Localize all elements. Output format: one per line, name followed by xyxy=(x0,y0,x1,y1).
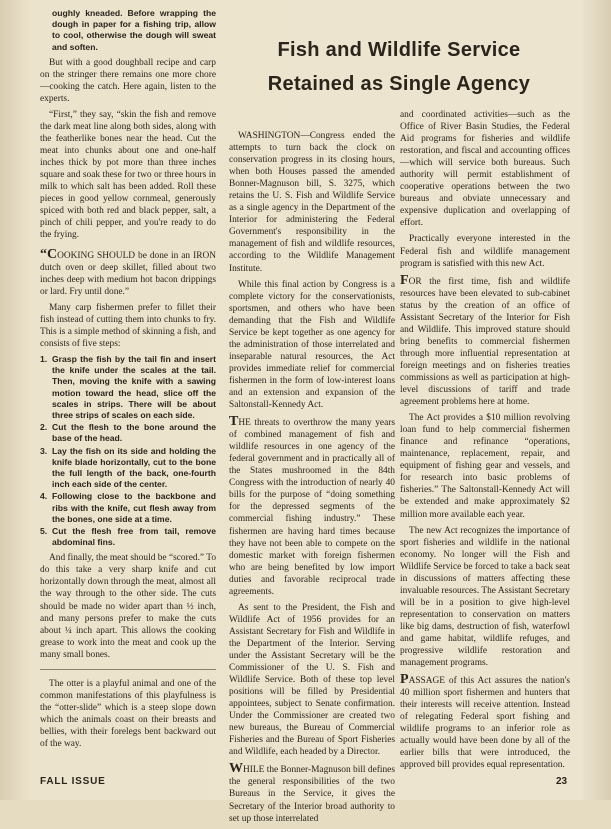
list-item xyxy=(40,354,216,421)
paragraph-dropcap xyxy=(400,672,570,771)
paragraph-text: OR the first time, fish and wildlife resources have been elevated to sub-cabinet status by the creation of an office of Assistant Secretary of the Interior for Fish and Wildlife. This improved stature should bring benefits to commercial fishermen through more influential representation at foreign meetings and on fisheries treaties commissions as well as participation at high-level discussions of tariff and trade agreement problems here at home. xyxy=(400,276,570,408)
paragraph: Many carp fishermen prefer to fillet their fish instead of cutting them into chunks to fry. This is a simple method of skinning a fish, and consists of five steps: xyxy=(40,302,216,349)
paragraph-text: HILE the Bonner-Magnuson bill defines the general responsibilities of the two Bureaus in the Service, it gives the Secretary of the Interior broad authority to set up those interrelated xyxy=(229,765,395,824)
paragraph: WASHINGTON—Congress ended the attempts to turn back the clock on conservation progress in its closing hours, when both Houses passed the amended Bonner-Magnuson bill, S. 3275, which retains the U. S. Fish and Wildlife Service as a single agency in the Department of the Interior for administering the Federal Government's responsibility in the management of fish and wildlife resources, according to the Wildlife Management Institute. xyxy=(229,131,395,274)
drop-cap: F xyxy=(400,272,409,288)
page-number: 23 xyxy=(556,776,568,787)
list-item xyxy=(40,526,216,548)
list-item xyxy=(40,446,216,491)
step-text: Lay the fish on its side and holding the knife blade horizontally, cut to the bone the full length of the back, one-fourth inch each side of the center. xyxy=(52,445,216,490)
list-item xyxy=(40,422,216,444)
left-column xyxy=(40,8,216,754)
paragraph: The new Act recognizes the importance of sport fisheries and wildlife in the national economy. No longer will the Fish and Wildlife Service be forced to take a back seat in discussions of matters affecting these invaluable resources. The Assistant Secretary will be in a position to give high-level representation to conservation on matters like big dams, destruction of fish, waterfowl and game habitat, wildlife refuges, and progressive wildlife restoration and management programs. xyxy=(400,525,570,669)
step-number: 5. xyxy=(40,525,48,536)
list-item xyxy=(40,491,216,525)
paragraph: and coordinated activities—such as the Office of River Basin Studies, the Federal Aid programs for fisheries and wildlife restoration, and fiscal and accounting offices—which will service both bureaus. Such authority will permit establishment of cooperative operations between the two bureaus and obviate unnecessary and expensive duplication and overlapping of effort. xyxy=(400,110,570,229)
paragraph: “First,” they say, “skin the fish and remove the dark meat line along both sides, along with the featherlike bones near the head. Cut the meat into chunks about one and one-half inches thick by pot more than three inches square and soak these for two or three hours in milk to which salt has been added. Roll these pieces in good yellow cornmeal, generously spiced with both red and black pepper, salt, a pinch of chili pepper, and you're ready to do the frying. xyxy=(40,110,216,241)
step-text: Cut the flesh to the bone around the base of the head. xyxy=(52,422,216,444)
headline-line-2: Retained as Single Agency xyxy=(267,73,531,95)
step-text: Following close to the backbone and ribs with the knife, cut flesh away from the bones, one side at a time. xyxy=(52,491,216,524)
paragraph: As sent to the President, the Fish and Wildlife Act of 1956 provides for an Assistant Secretary for Fish and Wildlife in the Department of the Interior. Serving under the Assistant Secretary will be the Commissioner of the U. S. Fish and Wildlife Service. Both of these top level positions will be filled by Presidential appointees, subject to Senate confirmation. Under the Commissioner are created two new bureaus, the Bureau of Commercial Fisheries and the Bureau of Sport Fisheries and Wildlife, each headed by a Director. xyxy=(229,602,395,758)
step-text: Grasp the fish by the tail fin and insert the knife under the scales at the tail. Then, moving the knife with a sawing motion toward the head, slice off the scales in strips. There will be about three strips of scales on each side. xyxy=(52,353,216,420)
doughball-recipe-continuation: oughly kneaded. Before wrapping the dough in paper for a fishing trip, allow to cool, otherwise the dough will sweat and soften. xyxy=(52,8,216,52)
paragraph-dropcap xyxy=(229,414,395,598)
right-column xyxy=(400,109,570,775)
paragraph-text: OOKING SHOULD be done in an IRON dutch oven or deep skillet, filled about two inches deep with medium hot bacon drippings or lard. Fry until done.” xyxy=(40,250,216,297)
drop-cap: P xyxy=(400,672,409,688)
paragraph: But with a good doughball recipe and carp on the stringer there remains one more chore—cooking the catch. Here again, listen to the experts. xyxy=(40,57,216,104)
drop-cap: W xyxy=(229,761,243,777)
paragraph: Practically everyone interested in the Federal fish and wildlife management program is satisfied with this new Act. xyxy=(400,234,570,269)
paragraph-dropcap xyxy=(229,761,395,824)
drop-cap: T xyxy=(229,414,239,430)
step-number: 2. xyxy=(40,422,48,433)
step-number: 1. xyxy=(40,353,48,364)
paragraph-dropcap xyxy=(400,272,570,409)
divider xyxy=(40,669,216,670)
paragraph: While this final action by Congress is a complete victory for the conservationists, sportsmen, and others who have been demanding that the Fish and Wildlife Service be kept together as one agency for the administration of those interrelated and inseparable natural resources, the Act provides immediate relief for commercial fishermen in the form of low-interest loans and an extension and expansion of the Saltonstall-Kennedy Act. xyxy=(229,279,395,411)
paragraph: And finally, the meat should be “scored.” To do this take a very sharp knife and cut horizontally down through the meat, almost all the way through to the other side. The cuts should be made no wider apart than ½ inch, and many persons prefer to make the cuts about ¼ inch apart. This allows the cooking grease to work into the meat and cook up the many small bones. xyxy=(40,553,217,660)
step-text: Cut the flesh free from tail, remove abdominal fins. xyxy=(52,525,216,548)
paragraph-dropcap xyxy=(40,246,216,298)
issue-label: FALL ISSUE xyxy=(40,776,106,787)
article-headline xyxy=(228,36,570,98)
middle-column xyxy=(229,130,395,829)
step-number: 4. xyxy=(40,491,48,502)
skinning-steps-list xyxy=(40,354,216,548)
otter-filler-paragraph: The otter is a playful animal and one of the common manifestations of this playfulness is the “otter-slide” which is a steep slope down which the animals coast on their breasts and bellies, with their forelegs bent backward out of the way. xyxy=(40,678,216,749)
paragraph-text: ASSAGE of this Act assures the nation's 40 million sport fishermen and hunters that their interests will receive attention. Instead of relegating Federal sport fishing and wildlife programs to an inferior role as actually would have been done by all of the earlier bills that were introduced, the approved bill provides equal representation. xyxy=(400,676,570,771)
step-number: 3. xyxy=(40,445,48,456)
drop-cap: “C xyxy=(40,246,58,262)
paragraph: The Act provides a $10 million revolving loan fund to help commercial fishermen finance and refinance “operations, maintenance, replacement, repair, and equipment of fishing gear and vessels, and for research into basic problems of fisheries.” The Saltonstall-Kennedy Act will be extended and make approximately $2 million more available each year. xyxy=(400,413,570,520)
headline-line-1: Fish and Wildlife Service xyxy=(277,39,521,61)
paragraph-text: HE threats to overthrow the many years of combined management of fish and wildlife resources in one agency of the federal government and in practically all of the States mushroomed in the 84th Congress with the introduction of nearly 40 bills for the purpose of “doing something for the depressed segments of the commercial fishing industry.” These fishermen are having hard times because they have not been able to compete on the domestic market with foreign fishermen who are being benefited by low import duties and favorable reciprocal trade agreements. xyxy=(229,418,395,597)
